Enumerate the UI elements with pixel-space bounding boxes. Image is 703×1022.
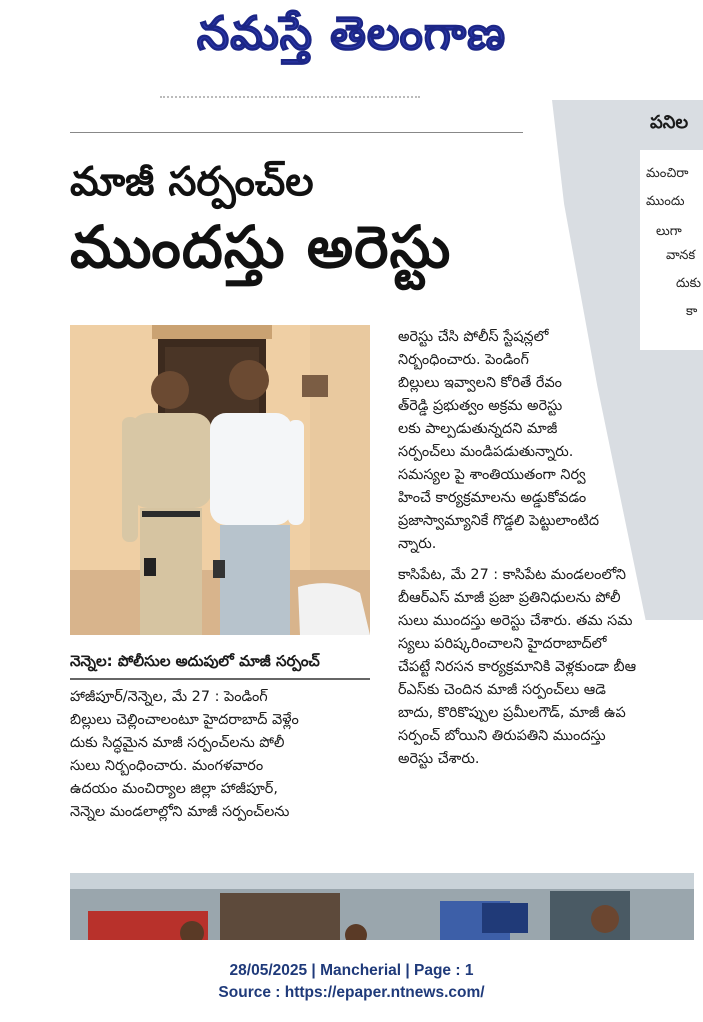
text-line: బీఆర్‌ఎస్ మాజీ ప్రజా ప్రతినిధులను పోలీ — [398, 590, 621, 606]
headline-line-2: ముందస్తు అరెస్టు — [70, 213, 452, 281]
cropped-text-strip — [160, 96, 420, 106]
text-line: సర్పంచ్‌లు మండిపడుతున్నారు. — [398, 444, 574, 460]
text-line: ప్రజాస్వామ్యానికే గొడ్డలి పెట్టులాంటిద — [398, 513, 599, 529]
photo-caption: నెన్నెల: పోలీసుల అదుపులో మాజీ సర్పంచ్ — [70, 652, 320, 670]
text-line: సర్పంచ్ బోయిని తిరుపతిని ముందస్తు — [398, 728, 606, 744]
text-line: త్‌రెడ్డి ప్రభుత్వం అక్రమ అరెస్టు — [398, 398, 563, 414]
text-line: న్నారు. — [398, 536, 437, 552]
article-right-column — [398, 326, 694, 771]
text-line: అరెస్టు చేసి పోలీస్ స్టేషన్లలో — [398, 329, 549, 345]
text-line: దుకు సిద్ధమైన మాజీ సర్పంచ్‌లను పోలీ — [70, 735, 285, 751]
article-left-column — [70, 686, 368, 824]
paragraph-1 — [398, 326, 694, 556]
text-line: లకు పాల్పడుతున్నదని మాజీ — [398, 421, 558, 437]
text-line: స్యలు పరిష్కరించాలని హైదరాబాద్‌లో — [398, 636, 607, 652]
paragraph-2 — [398, 564, 694, 771]
side-article-line: ముందు — [646, 194, 685, 209]
text-line: చేపట్టే నిరసన కార్యక్రమానికి వెళ్లకుండా బీఆ — [398, 659, 637, 675]
second-article-photo — [70, 873, 694, 940]
text-line: నెన్నెల మండలాల్లోని మాజీ సర్పంచ్‌లను — [70, 804, 290, 820]
text-line: హాజీపూర్/నెన్నెల, మే 27 : పెండింగ్ — [70, 689, 268, 705]
text-line: బిల్లులు ఇవ్వాలని కోరితే రేవం — [398, 375, 562, 391]
text-line: ఉదయం మంచిర్యాల జిల్లా హాజీపూర్, — [70, 781, 278, 797]
text-line: సులు ముందస్తు అరెస్టు చేశారు. తమ సమ — [398, 613, 633, 629]
text-line: నిర్బంధించారు. పెండింగ్ — [398, 352, 529, 368]
side-article-line: వానక — [666, 248, 696, 263]
article-photo — [70, 325, 370, 635]
side-article-line: కా — [686, 304, 698, 319]
text-line: సులు నిర్బంధించారు. మంగళవారం — [70, 758, 264, 774]
top-rule — [70, 132, 523, 133]
side-article-heading: పనిల — [650, 112, 689, 133]
footer-source: Source : https://epaper.ntnews.com/ — [218, 984, 485, 1001]
caption-rule — [70, 678, 370, 680]
text-line: కాసిపేట, మే 27 : కాసిపేట మండలంలోని — [398, 567, 626, 583]
text-line: అరెస్టు చేశారు. — [398, 751, 480, 767]
side-article-line: దుకు — [676, 276, 701, 291]
text-line: బాదు, కొరికొప్పుల ప్రమీలగౌడ్, మాజీ ఉప — [398, 705, 626, 721]
masthead — [0, 0, 703, 78]
side-article-line: లుగా — [656, 224, 682, 239]
footer-date-edition: 28/05/2025 | Mancherial | Page : 1 — [229, 962, 474, 979]
text-line: సమస్యల పై శాంతియుతంగా నిర్వ — [398, 467, 586, 483]
text-line: ర్‌ఎస్‌కు చెందిన మాజీ సర్పంచ్‌లు ఆడె — [398, 682, 606, 698]
side-article-line: మంచిరా — [646, 166, 689, 181]
newspaper-logo: నమస్తే తెలంగాణ — [196, 6, 507, 60]
text-line: హించే కార్యక్రమాలను అడ్డుకోవడం — [398, 490, 587, 506]
text-line: బిల్లులు చెల్లించాలంటూ హైదరాబాద్ వెళ్లేం — [70, 712, 299, 728]
headline-line-1: మాజీ సర్పంచ్‌ల — [70, 159, 314, 205]
